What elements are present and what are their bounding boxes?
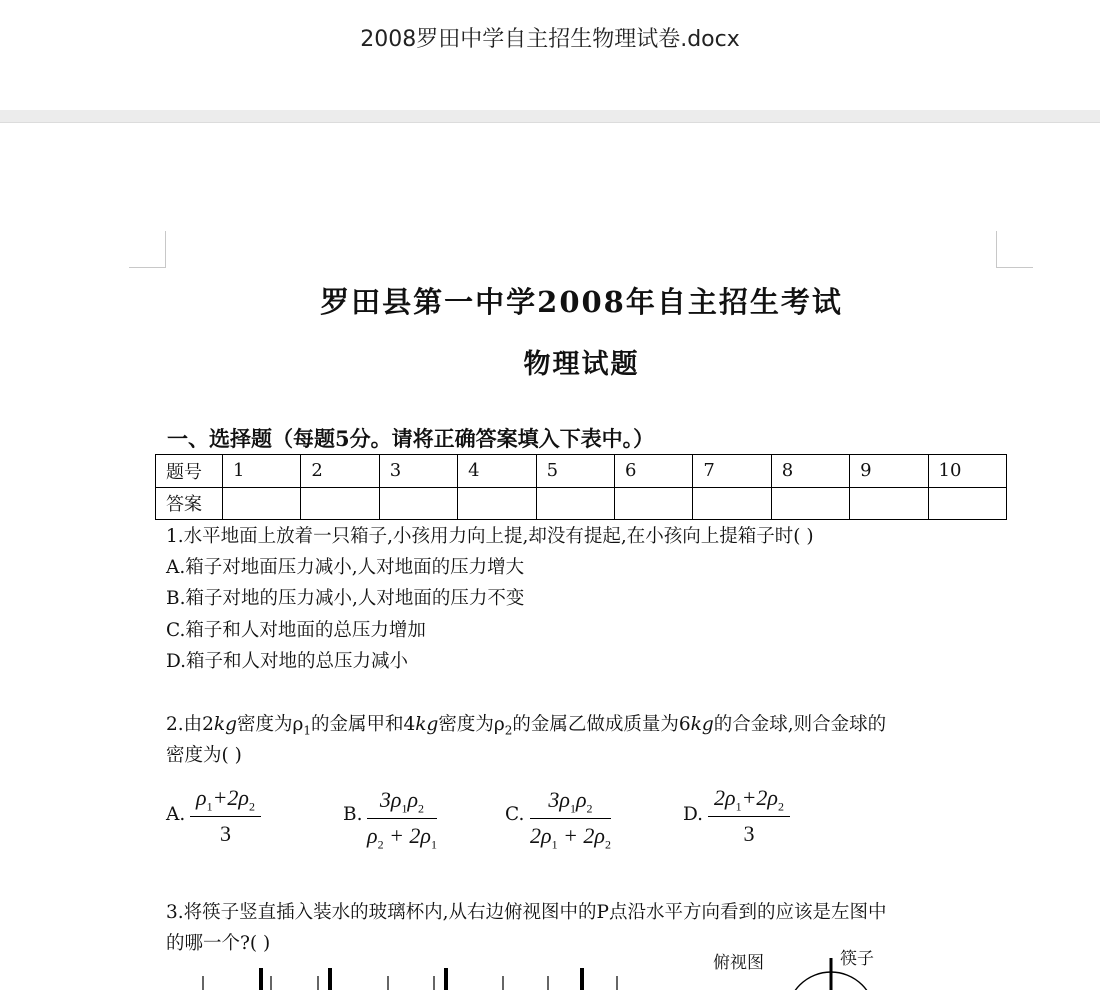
rho: 3ρ (379, 787, 402, 812)
q2-subscript: 1 (303, 723, 312, 738)
q1-option-a: A.箱子对地面压力减小,人对地面的压力增大 (166, 557, 525, 578)
title-bar (0, 0, 1100, 110)
exam-subtitle: 物理试题 (523, 349, 640, 380)
q3-left-options-figure (203, 968, 617, 990)
subscript: 2 (248, 799, 255, 814)
rho: + 2ρ (557, 823, 605, 849)
figure-label-top-view: 俯视图 (713, 953, 764, 973)
rho: ρ (407, 787, 419, 812)
denominator: 3 (219, 821, 231, 847)
subscript: 2 (777, 799, 784, 814)
subscript: 1 (735, 799, 742, 814)
subscript: 1 (206, 799, 213, 814)
document-page (0, 123, 1100, 990)
q2-unit-kg: kg (415, 714, 439, 735)
q2-text: 的金属乙做成质量为6 (512, 714, 691, 735)
rho: ρ (196, 785, 207, 810)
subscript: 1 (401, 801, 408, 816)
rho: ρ (575, 787, 587, 812)
table-cell: 7 (693, 455, 771, 488)
subscript: 2 (586, 801, 593, 816)
table-cell: 4 (458, 455, 536, 488)
q2-option-d-letter: D. (683, 804, 704, 825)
q2-unit-kg: kg (690, 714, 714, 735)
q3-stem: 3.将筷子竖直插入装水的玻璃杯内,从右边俯视图中的P点沿水平方向看到的应该是左图中 (166, 902, 887, 923)
subscript: 1 (569, 801, 576, 816)
table-cell: 1 (223, 455, 301, 488)
q2-option-a-letter: A. (166, 804, 186, 825)
rho: 2ρ (530, 823, 552, 849)
q2-text: 密度为ρ (438, 714, 505, 735)
table-cell: 8 (771, 455, 849, 488)
table-cell: 2 (301, 455, 379, 488)
rho: ρ (367, 823, 378, 849)
row-label-number: 题号 (156, 455, 223, 488)
table-cell: 3 (379, 455, 457, 488)
rho: 2ρ (714, 785, 736, 810)
subscript: 1 (551, 837, 558, 852)
document-filename: 2008罗田中学自主招生物理试卷.docx (360, 27, 740, 52)
table-cell: 10 (928, 455, 1006, 488)
denominator: 3 (743, 821, 755, 847)
q3-figure (0, 123, 1100, 990)
rho: +2ρ (741, 785, 778, 810)
rho: 3ρ (548, 787, 570, 812)
row-label-answer: 答案 (156, 487, 223, 520)
q2-unit-kg: kg (213, 714, 237, 735)
subscript: 2 (418, 801, 425, 816)
q2-option-c-letter: C. (505, 804, 525, 825)
page-gutter (0, 110, 1100, 123)
rho: + 2ρ (383, 823, 431, 849)
section-heading: 一、选择题（每题5分。请将正确答案填入下表中。） (167, 426, 655, 451)
table-cell: 9 (850, 455, 928, 488)
table-cell: 5 (536, 455, 614, 488)
q1-option-c: C.箱子和人对地面的总压力增加 (166, 620, 426, 641)
q2-text: 2.由2 (166, 714, 214, 735)
subscript: 2 (604, 837, 611, 852)
q1-stem: 1.水平地面上放着一只箱子,小孩用力向上提,却没有提起,在小孩向上提箱子时( ) (166, 526, 814, 547)
q1-option-d: D.箱子和人对地的总压力减小 (166, 651, 409, 672)
q2-text: 密度为ρ (236, 714, 304, 735)
table-cell: 6 (614, 455, 692, 488)
exam-title: 罗田县第一中学2008年自主招生考试 (320, 285, 843, 319)
q2-subscript: 2 (504, 723, 513, 738)
rho: +2ρ (212, 785, 249, 810)
subscript: 2 (377, 837, 384, 852)
q3-stem-line2: 的哪一个?( ) (166, 933, 271, 954)
q1-option-b: B.箱子对地的压力减小,人对地面的压力不变 (166, 588, 525, 609)
subscript: 1 (430, 837, 437, 852)
figure-label-chopstick: 筷子 (840, 949, 874, 969)
q3-top-view-figure (787, 958, 875, 990)
q2-text: 的金属甲和4 (311, 714, 416, 735)
q2-stem-line2: 密度为( ) (166, 745, 242, 766)
q2-text: 的合金球,则合金球的 (713, 714, 887, 735)
q2-option-b-letter: B. (343, 804, 363, 825)
